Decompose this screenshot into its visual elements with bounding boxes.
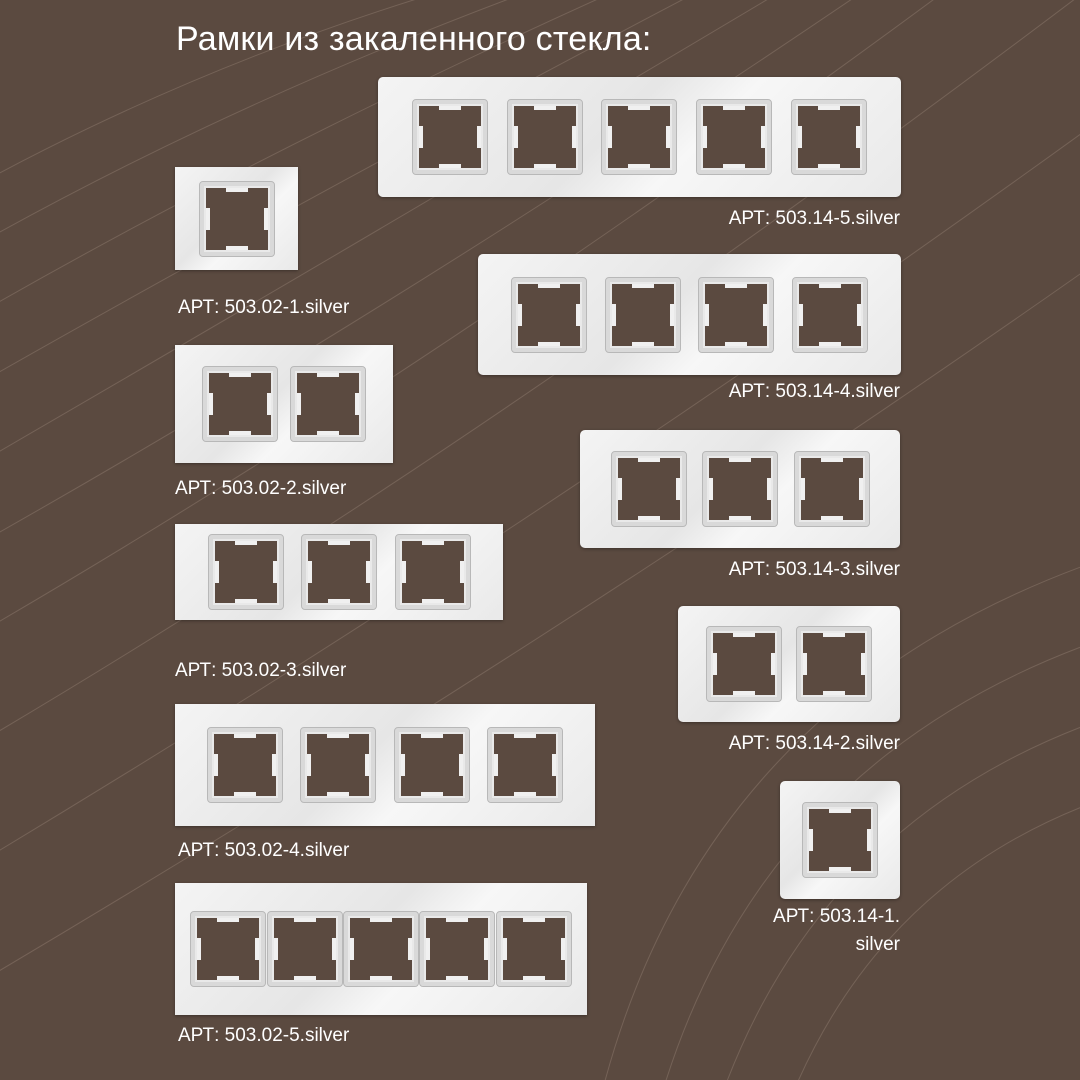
glass-frame-02-4 [175,704,595,826]
frame-opening [697,100,771,174]
frame-opening [497,912,571,986]
product-article-label [773,906,900,956]
frame-opening [797,627,871,701]
frame-opening [508,100,582,174]
product-article-label [178,840,349,862]
frame-opening [793,278,867,352]
frame-opening [803,803,877,877]
frame-opening [208,728,282,802]
page-title: Рамки из закаленного стекла: [176,20,652,58]
frame-opening [703,452,777,526]
product-article-label [729,733,900,755]
frame-opening [396,535,470,609]
frame-opening [191,912,265,986]
glass-frame-14-2 [678,606,900,722]
frame-opening [795,452,869,526]
frame-opening [699,278,773,352]
frame-opening [792,100,866,174]
glass-frame-02-3 [175,524,503,620]
article-text: АРТ: 503.02-1.silver [178,297,350,318]
product-article-label [178,1025,349,1047]
glass-frame-02-1 [175,167,298,270]
frame-opening [512,278,586,352]
frame-opening [203,367,277,441]
frame-opening [301,728,375,802]
article-text: АРТ: 503.02-5.silver [178,1025,350,1046]
glass-frame-02-5 [175,883,587,1015]
frame-opening [612,452,686,526]
frame-opening [302,535,376,609]
frame-opening [488,728,562,802]
frame-opening [344,912,418,986]
glass-frame-14-3 [580,430,900,548]
article-text: АРТ: 503.14-2.silver [728,733,900,754]
frame-opening [268,912,342,986]
glass-frame-14-5 [378,77,901,197]
product-article-label [175,478,346,500]
article-text: АРТ: 503.02-4.silver [178,840,350,861]
frame-opening [413,100,487,174]
frame-opening [395,728,469,802]
article-text: АРТ: 503.14-4.silver [728,381,900,402]
frame-opening [707,627,781,701]
product-article-label [175,660,346,682]
frame-opening [602,100,676,174]
article-text: АРТ: 503.02-3.silver [175,660,347,681]
frame-opening [209,535,283,609]
article-text: АРТ: 503.14-5.silver [728,208,900,229]
glass-frame-14-4 [478,254,901,375]
article-text: АРТ: 503.14-3.silver [728,559,900,580]
frame-opening [200,182,274,256]
article-text: АРТ: 503.14-1. [773,906,900,927]
article-text: АРТ: 503.02-2.silver [175,478,347,499]
article-text-line2: silver [855,934,900,955]
glass-frame-14-1 [780,781,900,899]
product-article-label [178,297,349,319]
frame-opening [420,912,494,986]
frame-opening [291,367,365,441]
frame-opening [606,278,680,352]
glass-frame-02-2 [175,345,393,463]
product-article-label [729,208,900,230]
product-article-label [729,559,900,581]
product-article-label [729,381,900,403]
